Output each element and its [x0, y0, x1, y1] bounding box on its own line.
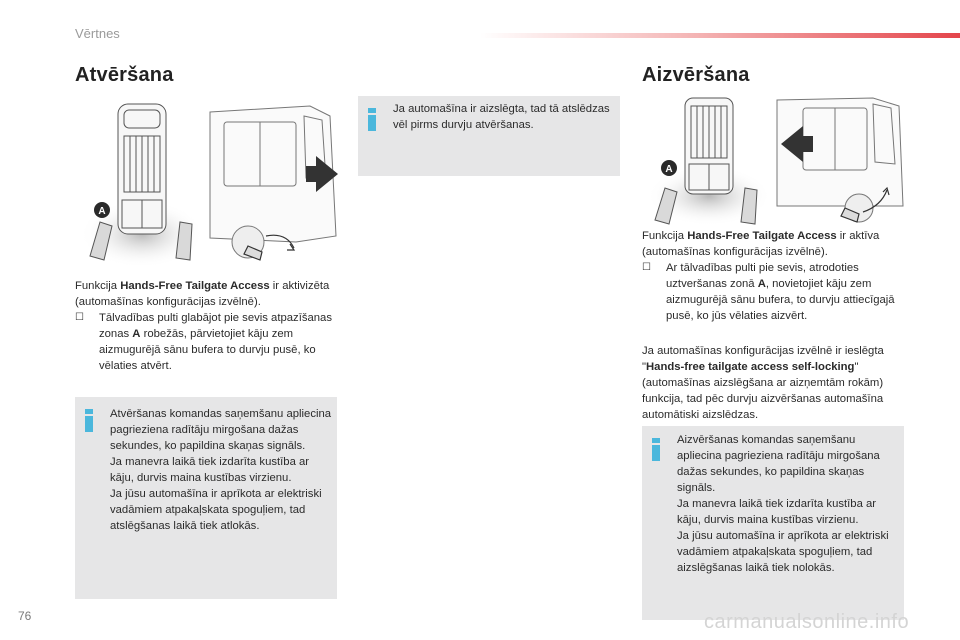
- opening-step: ☐ Tālvadības pulti glabājot pie sevis atpazīšanas zonas A robežās, pārvietojiet kāju zem aizmugurējā sānu bufera to durvju pusē, ko vēlaties atvērt.: [75, 312, 332, 372]
- opening-info-text: Atvēršanas komandas saņemšanu apliecina pagrieziena radītāju mirgošana dažas sekundes, ko papildina skaņas signāls. Ja manevra laikā tiek izdarīta kustība ar kāju, durvis maina kustības virzienu. Ja jūsu automašīna ir aprīkota ar elektriski vadāmiem atpakaļskata spoguļiem, tad atslēgšanas laikā tiek atlokās.: [110, 408, 332, 532]
- chapter-title: Vērtnes: [75, 26, 120, 41]
- opening-illustration: [78, 96, 340, 268]
- watermark: carmanualsonline.info: [704, 611, 910, 633]
- zone-badge: [661, 160, 677, 176]
- opening-info-box: [75, 397, 337, 599]
- zone-badge: [94, 202, 110, 218]
- section-heading-closing: Aizvēršana: [642, 64, 750, 86]
- checkbox-bullet-icon: ☐: [75, 312, 84, 323]
- self-locking-feature: Hands-free tailgate access self-locking: [646, 361, 855, 373]
- closing-illustration: [645, 96, 907, 228]
- checkbox-bullet-icon: ☐: [642, 262, 651, 273]
- opening-instructions: [75, 278, 340, 374]
- svg-text:A: A: [98, 206, 106, 217]
- zone-label: A: [757, 278, 766, 290]
- closing-info-text: Aizvēršanas komandas saņemšanu apliecina pagrieziena radītāju mirgošana dažas sekundes, ko papildina skaņas signāls. Ja manevra laikā tiek izdarīta kustība ar kāju, durvis maina kustības virzienu. Ja jūsu automašīna ir aprīkota ar elektriski vadāmiem atpakaļskata spoguļiem, tad aizslēgšanas laikā tiek nolokās.: [677, 434, 889, 574]
- header-accent-bar: [480, 33, 960, 38]
- closing-intro: Funkcija Hands-Free Tailgate Access ir aktīva (automašīnas konfigurācijas izvēlnē).: [642, 230, 880, 258]
- opening-intro: Funkcija Hands-Free Tailgate Access ir aktivizēta (automašīnas konfigurācijas izvēlnē).: [75, 280, 330, 308]
- van-side-view: [777, 98, 903, 222]
- closing-info-box: [642, 426, 904, 620]
- info-icon: [368, 108, 376, 131]
- closing-instructions: [642, 228, 904, 324]
- svg-text:A: A: [665, 164, 673, 175]
- feature-name: Hands-Free Tailgate Access: [120, 280, 270, 292]
- info-icon: [652, 438, 660, 461]
- zone-label: A: [132, 328, 141, 340]
- feature-name: Hands-Free Tailgate Access: [687, 230, 837, 242]
- section-heading-opening: Atvēršana: [75, 64, 174, 86]
- closing-step: ☐ Ar tālvadības pulti pie sevis, atrodoties uztveršanas zonā A, novietojiet kāju zem aizmugurējā sānu bufera, to durvju attiecīgajā pusē, ko jūs vēlaties aizvērt.: [642, 262, 895, 322]
- unlock-info-box: [358, 96, 620, 176]
- info-icon: [85, 409, 93, 432]
- self-locking-note: Ja automašīnas konfigurācijas izvēlnē ir ieslēgta "Hands-free tailgate access self-locking" (automašīnas aizslēgšana ar aizņemtām rokām) funkcija, tad pēc durvju aizvēršanas automašīna automātiski aizslēdzas.: [642, 345, 884, 421]
- page-number: 76: [18, 609, 32, 623]
- unlock-info-text: Ja automašīna ir aizslēgta, tad tā atslēdzas vēl pirms durvju atvēršanas.: [393, 103, 610, 131]
